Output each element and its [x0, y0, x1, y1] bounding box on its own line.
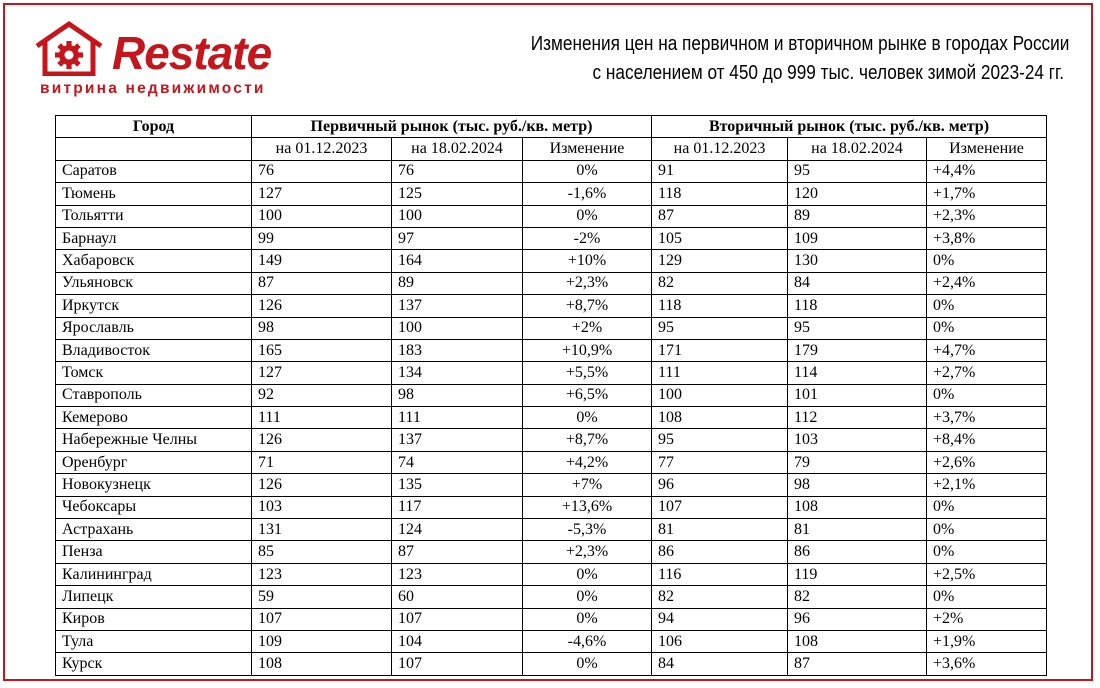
cell-primary-feb: 164 [392, 250, 523, 272]
cell-primary-change: 0% [523, 653, 652, 675]
cell-primary-change: +8,7% [523, 295, 652, 317]
cell-city: Саратов [56, 160, 252, 182]
header-city: Город [56, 116, 252, 138]
cell-primary-dec: 76 [252, 160, 392, 182]
cell-secondary-feb: 79 [788, 451, 927, 473]
price-table [55, 115, 1047, 676]
table-row [56, 317, 1047, 339]
cell-primary-change: +5,5% [523, 362, 652, 384]
subheader-empty [56, 138, 252, 160]
cell-secondary-dec: 100 [652, 384, 788, 406]
cell-primary-dec: 126 [252, 474, 392, 496]
cell-secondary-feb: 87 [788, 653, 927, 675]
cell-secondary-feb: 82 [788, 586, 927, 608]
cell-secondary-dec: 111 [652, 362, 788, 384]
table-row [56, 407, 1047, 429]
cell-secondary-dec: 86 [652, 541, 788, 563]
cell-secondary-feb: 95 [788, 317, 927, 339]
cell-primary-change: -2% [523, 227, 652, 249]
cell-secondary-dec: 107 [652, 496, 788, 518]
cell-secondary-change: +1,7% [927, 183, 1047, 205]
table-subheader-row [56, 138, 1047, 160]
table-row [56, 586, 1047, 608]
cell-secondary-feb: 109 [788, 227, 927, 249]
cell-city: Набережные Челны [56, 429, 252, 451]
table-row [56, 563, 1047, 585]
cell-primary-change: +13,6% [523, 496, 652, 518]
cell-secondary-feb: 179 [788, 339, 927, 361]
table-row [56, 250, 1047, 272]
cell-primary-feb: 134 [392, 362, 523, 384]
subheader-primary-change: Изменение [523, 138, 652, 160]
cell-primary-feb: 107 [392, 608, 523, 630]
cell-primary-feb: 89 [392, 272, 523, 294]
cell-city: Новокузнецк [56, 474, 252, 496]
cell-city: Чебоксары [56, 496, 252, 518]
cell-secondary-change: 0% [927, 384, 1047, 406]
cell-primary-change: 0% [523, 205, 652, 227]
cell-secondary-change: +2,7% [927, 362, 1047, 384]
cell-secondary-change: 0% [927, 519, 1047, 541]
table-row [56, 272, 1047, 294]
cell-primary-change: 0% [523, 608, 652, 630]
restate-logo [34, 16, 304, 102]
cell-secondary-dec: 77 [652, 451, 788, 473]
house-gear-icon [34, 20, 104, 76]
cell-secondary-change: +3,8% [927, 227, 1047, 249]
cell-secondary-feb: 84 [788, 272, 927, 294]
cell-city: Ярославль [56, 317, 252, 339]
table-row [56, 429, 1047, 451]
cell-primary-feb: 74 [392, 451, 523, 473]
table-header-row [56, 116, 1047, 138]
cell-secondary-feb: 101 [788, 384, 927, 406]
table-row [56, 339, 1047, 361]
cell-primary-dec: 123 [252, 563, 392, 585]
cell-city: Тюмень [56, 183, 252, 205]
cell-primary-change: +2,3% [523, 272, 652, 294]
cell-primary-feb: 123 [392, 563, 523, 585]
table-row [56, 496, 1047, 518]
cell-secondary-change: +3,7% [927, 407, 1047, 429]
cell-primary-dec: 87 [252, 272, 392, 294]
cell-secondary-change: +2,1% [927, 474, 1047, 496]
cell-primary-dec: 99 [252, 227, 392, 249]
cell-primary-feb: 104 [392, 630, 523, 652]
cell-secondary-change: 0% [927, 496, 1047, 518]
cell-secondary-dec: 84 [652, 653, 788, 675]
table-row [56, 205, 1047, 227]
cell-secondary-dec: 116 [652, 563, 788, 585]
cell-city: Ульяновск [56, 272, 252, 294]
cell-city: Кемерово [56, 407, 252, 429]
cell-primary-dec: 149 [252, 250, 392, 272]
cell-secondary-dec: 81 [652, 519, 788, 541]
cell-primary-change: -4,6% [523, 630, 652, 652]
page-title [530, 30, 1070, 88]
cell-secondary-change: +2,5% [927, 563, 1047, 585]
cell-secondary-change: +2,6% [927, 451, 1047, 473]
brand-tagline: витрина недвижимости [40, 80, 266, 97]
cell-primary-change: 0% [523, 407, 652, 429]
cell-secondary-dec: 118 [652, 295, 788, 317]
cell-primary-feb: 100 [392, 205, 523, 227]
cell-secondary-dec: 82 [652, 272, 788, 294]
cell-primary-dec: 59 [252, 586, 392, 608]
table-row [56, 653, 1047, 675]
cell-primary-dec: 127 [252, 362, 392, 384]
table-row [56, 160, 1047, 182]
cell-primary-dec: 92 [252, 384, 392, 406]
cell-secondary-dec: 129 [652, 250, 788, 272]
subheader-primary-feb: на 18.02.2024 [392, 138, 523, 160]
table-row [56, 451, 1047, 473]
cell-city: Липецк [56, 586, 252, 608]
cell-primary-feb: 124 [392, 519, 523, 541]
cell-primary-dec: 131 [252, 519, 392, 541]
cell-secondary-dec: 118 [652, 183, 788, 205]
cell-secondary-change: 0% [927, 317, 1047, 339]
table-row [56, 295, 1047, 317]
cell-primary-dec: 127 [252, 183, 392, 205]
cell-secondary-change: 0% [927, 586, 1047, 608]
cell-primary-change: -1,6% [523, 183, 652, 205]
cell-primary-feb: 76 [392, 160, 523, 182]
cell-secondary-feb: 86 [788, 541, 927, 563]
cell-primary-change: 0% [523, 160, 652, 182]
subheader-secondary-change: Изменение [927, 138, 1047, 160]
subheader-secondary-dec: на 01.12.2023 [652, 138, 788, 160]
table-row [56, 474, 1047, 496]
cell-primary-dec: 111 [252, 407, 392, 429]
cell-city: Томск [56, 362, 252, 384]
cell-primary-feb: 111 [392, 407, 523, 429]
cell-secondary-feb: 118 [788, 295, 927, 317]
cell-primary-feb: 100 [392, 317, 523, 339]
cell-primary-dec: 98 [252, 317, 392, 339]
cell-secondary-dec: 95 [652, 429, 788, 451]
cell-primary-dec: 85 [252, 541, 392, 563]
cell-secondary-feb: 103 [788, 429, 927, 451]
cell-primary-feb: 135 [392, 474, 523, 496]
cell-primary-feb: 98 [392, 384, 523, 406]
cell-secondary-dec: 91 [652, 160, 788, 182]
subheader-secondary-feb: на 18.02.2024 [788, 138, 927, 160]
table-row [56, 384, 1047, 406]
table-row [56, 630, 1047, 652]
cell-secondary-dec: 87 [652, 205, 788, 227]
cell-secondary-dec: 106 [652, 630, 788, 652]
table-row [56, 227, 1047, 249]
cell-secondary-change: 0% [927, 541, 1047, 563]
cell-primary-dec: 165 [252, 339, 392, 361]
cell-secondary-feb: 81 [788, 519, 927, 541]
cell-secondary-feb: 96 [788, 608, 927, 630]
cell-secondary-feb: 112 [788, 407, 927, 429]
cell-city: Ставрополь [56, 384, 252, 406]
cell-primary-feb: 137 [392, 429, 523, 451]
cell-primary-dec: 126 [252, 295, 392, 317]
cell-city: Иркутск [56, 295, 252, 317]
cell-primary-change: +2% [523, 317, 652, 339]
cell-city: Оренбург [56, 451, 252, 473]
cell-primary-dec: 103 [252, 496, 392, 518]
table-row [56, 541, 1047, 563]
cell-city: Киров [56, 608, 252, 630]
cell-primary-dec: 109 [252, 630, 392, 652]
table-body [56, 160, 1047, 675]
cell-primary-feb: 97 [392, 227, 523, 249]
cell-primary-change: -5,3% [523, 519, 652, 541]
cell-secondary-feb: 119 [788, 563, 927, 585]
cell-secondary-feb: 98 [788, 474, 927, 496]
cell-secondary-dec: 96 [652, 474, 788, 496]
cell-secondary-dec: 95 [652, 317, 788, 339]
header-secondary-market: Вторичный рынок (тыс. руб./кв. метр) [652, 116, 1047, 138]
cell-primary-change: +2,3% [523, 541, 652, 563]
cell-primary-feb: 183 [392, 339, 523, 361]
cell-primary-feb: 117 [392, 496, 523, 518]
cell-secondary-change: +4,7% [927, 339, 1047, 361]
subheader-primary-dec: на 01.12.2023 [252, 138, 392, 160]
cell-primary-change: +7% [523, 474, 652, 496]
cell-primary-dec: 107 [252, 608, 392, 630]
cell-city: Тула [56, 630, 252, 652]
cell-secondary-feb: 89 [788, 205, 927, 227]
cell-secondary-change: 0% [927, 250, 1047, 272]
cell-city: Владивосток [56, 339, 252, 361]
cell-primary-dec: 100 [252, 205, 392, 227]
cell-primary-feb: 107 [392, 653, 523, 675]
cell-secondary-change: +1,9% [927, 630, 1047, 652]
cell-city: Барнаул [56, 227, 252, 249]
cell-primary-change: 0% [523, 586, 652, 608]
cell-secondary-change: +3,6% [927, 653, 1047, 675]
cell-city: Калининград [56, 563, 252, 585]
cell-primary-change: +6,5% [523, 384, 652, 406]
table-row [56, 608, 1047, 630]
cell-city: Астрахань [56, 519, 252, 541]
cell-primary-dec: 126 [252, 429, 392, 451]
cell-city: Тольятти [56, 205, 252, 227]
cell-primary-change: 0% [523, 563, 652, 585]
cell-secondary-dec: 94 [652, 608, 788, 630]
cell-primary-change: +4,2% [523, 451, 652, 473]
cell-secondary-change: +8,4% [927, 429, 1047, 451]
brand-name: Restate [112, 27, 272, 79]
cell-secondary-feb: 108 [788, 496, 927, 518]
cell-secondary-feb: 130 [788, 250, 927, 272]
cell-secondary-feb: 108 [788, 630, 927, 652]
cell-secondary-dec: 108 [652, 407, 788, 429]
cell-city: Курск [56, 653, 252, 675]
cell-primary-feb: 60 [392, 586, 523, 608]
cell-primary-feb: 87 [392, 541, 523, 563]
cell-secondary-feb: 95 [788, 160, 927, 182]
cell-primary-feb: 137 [392, 295, 523, 317]
cell-secondary-dec: 171 [652, 339, 788, 361]
cell-primary-change: +10,9% [523, 339, 652, 361]
cell-secondary-change: 0% [927, 295, 1047, 317]
cell-primary-dec: 71 [252, 451, 392, 473]
cell-primary-feb: 125 [392, 183, 523, 205]
cell-city: Пенза [56, 541, 252, 563]
table-row [56, 362, 1047, 384]
table-row [56, 183, 1047, 205]
title-line-2: с населением от 450 до 999 тыс. человек зимой 2023-24 гг. [592, 62, 1064, 84]
cell-secondary-change: +2,4% [927, 272, 1047, 294]
cell-secondary-change: +2,3% [927, 205, 1047, 227]
table-row [56, 519, 1047, 541]
header-primary-market: Первичный рынок (тыс. руб./кв. метр) [252, 116, 652, 138]
cell-secondary-feb: 120 [788, 183, 927, 205]
cell-primary-dec: 108 [252, 653, 392, 675]
cell-secondary-dec: 82 [652, 586, 788, 608]
cell-primary-change: +10% [523, 250, 652, 272]
title-line-1: Изменения цен на первичном и вторичном рынке в городах России [530, 33, 1070, 55]
cell-secondary-dec: 105 [652, 227, 788, 249]
cell-secondary-change: +4,4% [927, 160, 1047, 182]
cell-secondary-feb: 114 [788, 362, 927, 384]
cell-secondary-change: +2% [927, 608, 1047, 630]
cell-primary-change: +8,7% [523, 429, 652, 451]
cell-city: Хабаровск [56, 250, 252, 272]
